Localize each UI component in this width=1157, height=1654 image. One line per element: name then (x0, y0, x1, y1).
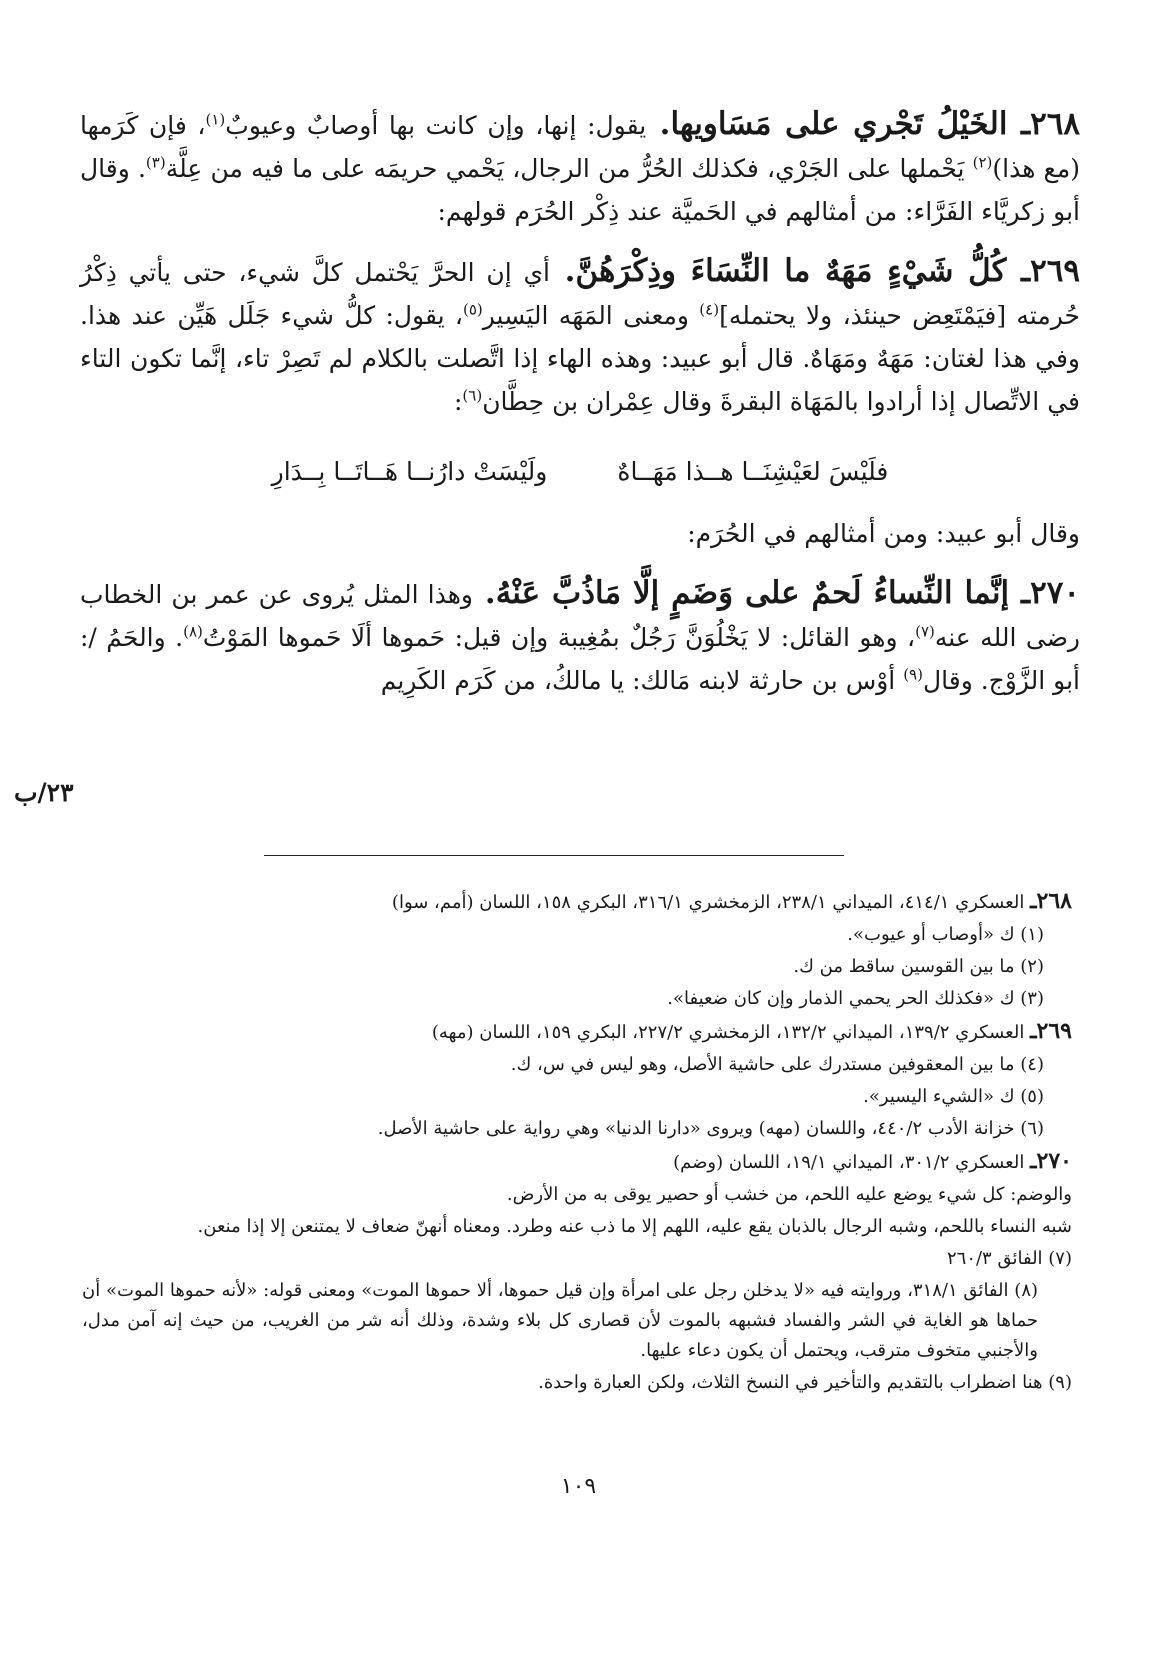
bridge-line: وقال أبو عبيد: ومن أمثالهم في الحُرَم: (687, 519, 1080, 548)
footnote-mark: (٩) (903, 665, 923, 684)
entry-number: ٢٧٠ (1030, 575, 1081, 611)
entry-270: ٢٧٠ـ إنَّما النِّساءُ لَحمٌ على وَضَمٍ إلَّا مَاذُبَّ عَنْهُ. وهذا المثل يُروى عن عمر بن الخطاب رضى الله عنه$^{(٧)}$، وهو القائل: لا يَخْلُوَنَّ رَجُلٌ بمُغِيبة وإن قيل: حَموها ألَا حَموها المَوْتُ$^{(٨)}$. والحَمُ /: أبو الزَّوْج. وقال$^{(٩)}$ أوْس بن حارثة لابنه مَالك: يا مالكُ، من كَرَم الكَرِيم (80, 575, 1081, 695)
footnote-mark: (٤) (699, 300, 720, 319)
footnote-source-269: ٢٦٩ـ العسكري ١٣٩/٢، الميداني ١٣٢/٢، الزمخشري ٢٢٧/٢، البكري ١٥٩، اللسان (مهه) (431, 1018, 1072, 1044)
footnote-mark: (٧) (915, 622, 935, 641)
page-number: ١٠٩ (560, 1474, 597, 1499)
footnote-mark: (٢) (972, 153, 993, 172)
folio-margin-reference: ٢٣/ب (14, 778, 74, 807)
footnote-mark: (٨) (183, 622, 203, 641)
footnote-9: (٩) هنا اضطراب بالتقديم والتأخير في النسخ الثلاث، ولكن العبارة واحدة. (538, 1372, 1072, 1393)
footnote-7: (٧) الفائق ٢٦٠/٣ (946, 1248, 1072, 1269)
proverb-heading: كُلُّ شَيْءٍ مَهَهٌ ما النِّسَاءَ وذِكْرَهُنَّ (575, 253, 1007, 289)
footnote-divider (264, 855, 844, 856)
footnote-gloss-meaning: شبه النساء باللحم، وشبه الرجال بالذبان يقع عليه، اللهم إلا ما ذب عنه وطرد. ومعناه أنهنّ ضعاف لا يمتنعن إلا إذا منعن. (197, 1216, 1072, 1237)
footnote-5: (٥) ك «الشيء اليسير». (863, 1086, 1044, 1107)
footnote-source-270: ٢٧٠ـ العسكري ٣٠١/٢، الميداني ١٩/١، اللسان (وضم) (673, 1148, 1072, 1174)
footnote-mark: (٥) (462, 300, 483, 319)
main-text (80, 103, 1080, 719)
entry-269: ٢٦٩ـ كُلُّ شَيْءٍ مَهَهٌ ما النِّسَاءَ وذِكْرَهُنَّ. أي إن الحرَّ يَحْتمل كلَّ شيء، حتى يأتي ذِكْرُ حُرمته [فيَمْتَعِض حينئذ، ولا يحتمله]$^{(٤)}$ ومعنى المَهَه اليَسِير$^{(٥)}$، يقول: كلُّ شيء جَلَل هَيِّن عند هذا. وفي هذا لغتان: مَهَهٌ ومَهَاهٌ. قال أبو عبيد: وهذه الهاء إذا اتَّصلت بالكلام لم تَصِرْ تاء، إنَّما تكون التاء في الاتِّصال إذا أرادوا بالمَهَاة البقرةَ وقال عِمْران بن حِطَّان$^{(٦)}$: (80, 253, 1081, 416)
proverb-heading: إنَّما النِّساءُ لَحمٌ على وَضَمٍ إلَّا مَاذُبَّ عَنْهُ (495, 575, 1010, 611)
entry-number: ٢٦٨ (1030, 106, 1081, 142)
entry-268: ٢٦٨ـ الخَيْلُ تَجْري على مَسَاويها. يقول: إنها، وإن كانت بها أوصابٌ وعيوبٌ$^{(١)}$، فإن كَرَمها (مع هذا)$^{(٢)}$ يَحْملها على الجَرْي، فكذلك الحُرُّ من الرجال، يَحْمي حريمَه على ما فيه من عِلَّة$^{(٣)}$. وقال أبو زكريَّاء الفَرَّاء: من أمثالهم في الحَميَّة عند ذِكْر الحُرَم قولهم: (80, 106, 1081, 226)
footnote-gloss-wadam: والوضم: كل شيء يوضع عليه اللحم، من خشب أو حصير يوقى به من الأرض. (506, 1184, 1072, 1205)
footnote-3: (٣) ك «فكذلك الحر يحمي الذمار وإن كان ضعيفا». (667, 988, 1044, 1009)
footnote-mark: (٣) (145, 153, 166, 172)
verse-second-hemistich: ولَيْسَتْ دارُنــا هَــاتَــا بِــدَارِ (271, 457, 548, 486)
verse-first-hemistich: فلَيْسَ لعَيْشِنَــا هــذا مَهَــاهٌ (617, 457, 889, 486)
footnote-8: (٨) الفائق ٣١٨/١، وروايته فيه «لا يدخلن رجل على امرأة وإن قيل حموها، ألا حموها الموت» ومعنى قوله: «لأنه حموها الموت» أن حماها هو الغاية في الشر والفساد فشبهه بالموت لأن قصارى كل بلاء وشدة، وذلك أنه شر من الغريب، من حيث إنه آمن مدل، والأجنبي متخوف مترقب، ويحتمل أن يكون دعاء عليها. (82, 1280, 1039, 1361)
footnotes (82, 886, 1072, 1400)
footnote-4: (٤) ما بين المعقوفين مستدرك على حاشية الأصل، وهو ليس في س، ك. (510, 1054, 1044, 1075)
footnote-source-268: ٢٦٨ـ العسكري ٤١٤/١، الميداني ٢٣٨/١، الزمخشري ٣١٦/١، البكري ١٥٨، اللسان (أمم، سوا) (391, 888, 1072, 914)
entry-number: ٢٦٩ (1030, 253, 1081, 289)
proverb-heading: الخَيْلُ تَجْري على مَسَاويها (670, 106, 1008, 142)
footnote-1: (١) ك «أوصاب أو عيوب». (847, 924, 1044, 945)
poetry-verse (80, 457, 1080, 486)
footnote-mark: (٦) (462, 386, 483, 405)
footnote-6: (٦) خزانة الأدب ٤٤٠/٢، واللسان (مهه) ويروى «دارنا الدنيا» وهي رواية على حاشية الأصل. (377, 1118, 1044, 1139)
footnote-mark: (١) (205, 110, 226, 129)
footnote-2: (٢) ما بين القوسين ساقط من ك. (793, 956, 1044, 977)
